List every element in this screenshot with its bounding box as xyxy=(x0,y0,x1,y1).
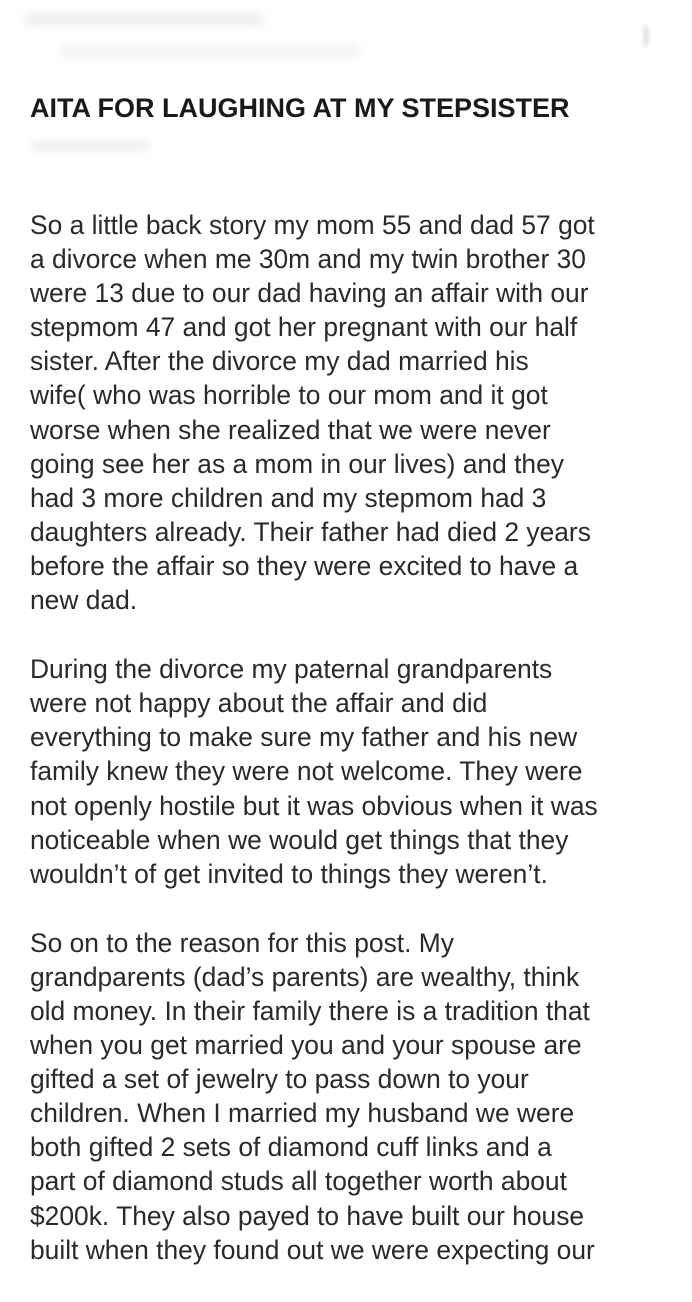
text-line: a divorce when me 30m and my twin brother 30 xyxy=(30,244,586,275)
text-line: noticeable when we would get things that they xyxy=(30,824,569,855)
blurred-meta-line xyxy=(30,142,150,150)
text-line: both gifted 2 sets of diamond cuff links and a xyxy=(30,1132,552,1163)
paragraph xyxy=(30,926,670,1267)
text-line: when you get married you and your spouse are xyxy=(30,1030,582,1061)
text-line: stepmom 47 and got her pregnant with our half xyxy=(30,312,578,343)
text-line: grandparents (dad’s parents) are wealthy, think xyxy=(30,961,580,992)
text-line: wife( who was horrible to our mom and it got xyxy=(30,380,548,411)
blurred-header xyxy=(0,0,692,80)
text-line: sister. After the divorce my dad married his xyxy=(30,346,529,377)
blurred-text-line xyxy=(24,14,264,24)
text-line: children. When I married my husband we were xyxy=(30,1098,575,1129)
blurred-text-line xyxy=(60,46,360,56)
text-line: were 13 due to our dad having an affair with our xyxy=(30,278,589,309)
text-line: before the affair so they were excited to have a xyxy=(30,550,579,581)
text-line: family knew they were not welcome. They were xyxy=(30,756,583,787)
paragraph xyxy=(30,652,670,891)
text-line: gifted a set of jewelry to pass down to your xyxy=(30,1064,529,1095)
text-line: built when they found out we were expecting our xyxy=(30,1234,595,1265)
text-line: not openly hostile but it was obvious when it was xyxy=(30,790,598,821)
blurred-mark xyxy=(644,26,648,46)
post-body xyxy=(30,208,670,1302)
post-title: AITA FOR LAUGHING AT MY STEPSISTER xyxy=(30,93,570,123)
text-line: worse when she realized that we were never xyxy=(30,414,551,445)
text-line: wouldn’t of get invited to things they weren’t. xyxy=(30,858,548,889)
text-line: were not happy about the affair and did xyxy=(30,688,488,719)
text-line: old money. In their family there is a tradition that xyxy=(30,995,590,1026)
text-line: had 3 more children and my stepmom had 3 xyxy=(30,482,547,513)
text-line: So a little back story my mom 55 and dad 57 got xyxy=(30,210,595,240)
paragraph xyxy=(30,208,670,617)
text-line: $200k. They also payed to have built our house xyxy=(30,1200,585,1231)
text-line: daughters already. Their father had died 2 years xyxy=(30,516,591,547)
text-line: During the divorce my paternal grandparents xyxy=(30,654,553,685)
text-line: new dad. xyxy=(30,585,138,616)
text-line: going see her as a mom in our lives) and they xyxy=(30,448,564,479)
text-line: everything to make sure my father and his new xyxy=(30,722,578,753)
text-line: part of diamond studs all together worth about xyxy=(30,1166,567,1197)
text-line: So on to the reason for this post. My xyxy=(30,927,454,958)
